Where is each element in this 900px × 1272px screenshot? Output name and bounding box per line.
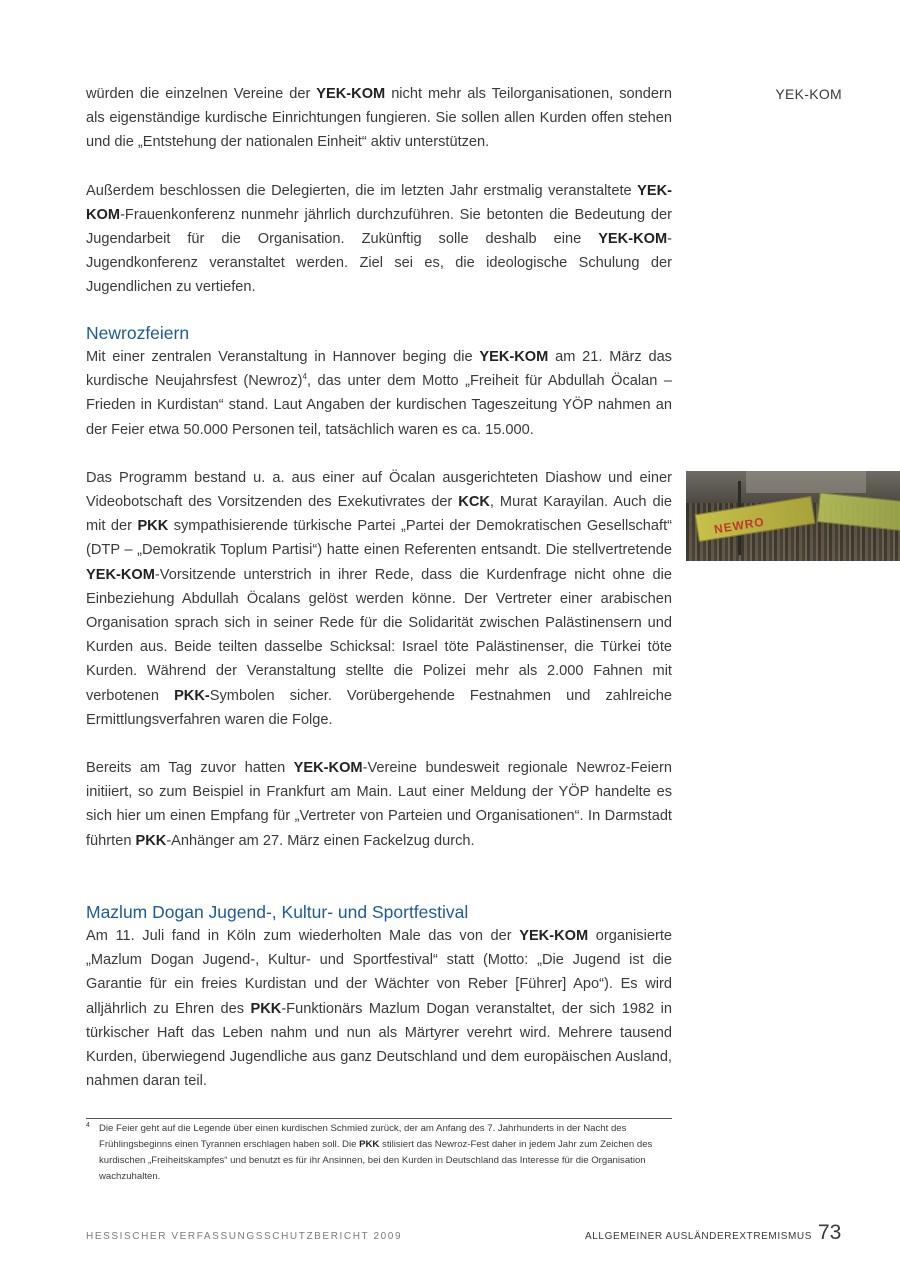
footer-chapter-title: ALLGEMEINER AUSLÄNDEREXTREMISMUS [585, 1231, 813, 1242]
footnote-divider [86, 1118, 672, 1119]
paragraph: NEWRO Das Programm bestand u. a. aus einer auf Öcalan ausgerichteten Diashow und einer Videobotschaft des Vorsitzenden des Exekutivrates der KCK, Murat Karayilan. Auch die mit der PKK sympathisierende türkische Partei „Partei der Demokratischen Gesellschaft“ (DTP – „Demokratik Toplum Partisi“) hatte einen Referenten entsandt. Die stellvertretende YEK-KOM-Vorsitzende unterstrich in ihrer Rede, dass die Kurdenfrage nicht ohne die Einbeziehung Abdullah Öcalans gelöst werden könne. Der Vertreter einer arabischen Organisation sprach sich in seiner Rede für die Solidarität zwischen Palästinensern und Kurden aus. Beide teilten dasselbe Schicksal: Israel töte Palästinenser, die Türkei töte Kurden. Während der Veranstaltung stellte die Polizei mehr als 2.000 Fahnen mit verbotenen PKK-Symbolen sicher. Vorübergehende Festnahmen und zahlreiche Ermittlungsverfahren waren die Folge. [86, 466, 672, 732]
paragraph: würden die einzelnen Vereine der YEK-KOM nicht mehr als Teilorganisationen, sondern als eigenständige kurdische Einrichtungen fungieren. Sie sollen allen Kurden offen stehen und die „Entstehung der nationalen Einheit“ aktiv unterstützen. [86, 86, 672, 151]
newroz-photo [686, 471, 900, 561]
page-number: 73 [818, 1221, 842, 1244]
section-intro [86, 82, 672, 300]
footnote: 4 Die Feier geht auf die Legende über einen kurdischen Schmied zurück, der am Anfang des 7. Jahrhunderts in der Nacht des Frühlingsbeginns einen Tyrannen erschlagen haben soll. Die PKK stilisiert das Newroz-Fest daher in jedem Jahr zum Zeichen des kurdischen „Freiheitskampfes“ und benutzt es für ihr Ansinnen, bei den Kurden in Deutschland das Interesse für die Organisation wachzuhalten. [86, 1121, 672, 1185]
section-newroz [86, 321, 766, 853]
footer-publication-title: HESSISCHER VERFASSUNGSSCHUTZBERICHT 2009 [86, 1231, 403, 1242]
margin-label: YEK-KOM [775, 86, 842, 102]
footnote-number: 4 [86, 1122, 90, 1129]
paragraph: Außerdem beschlossen die Delegierten, die im letzten Jahr erstmalig veranstaltete YEK-KOM-Frauenkonferenz nunmehr jährlich durchzuführen. Sie betonten die Bedeutung der Jugendarbeit für die Organisation. Zukünftig solle deshalb eine YEK-KOM-Jugendkonferenz veranstaltet werden. Ziel sei es, die ideologische Schulung der Jugendlichen zu vertiefen. [86, 182, 672, 296]
paragraph: Mit einer zentralen Veranstaltung in Hannover beging die YEK-KOM am 21. März das kurdische Neujahrsfest (Newroz)$^4$, das unter dem Motto „Freiheit für Abdullah Öcalan – Frieden in Kurdistan“ stand. Laut Angaben der kurdischen Tageszeitung YÖP nahmen an der Feier etwa 50.000 Personen teil, tatsächlich waren es ca. 15.000. [86, 349, 672, 438]
section-heading: Mazlum Dogan Jugend-, Kultur- und Sportfestival [86, 902, 469, 922]
footnote-ref: 4 [302, 372, 307, 382]
paragraph: Bereits am Tag zuvor hatten YEK-KOM-Vereine bundesweit regionale Newroz-Feiern initiiert, so zum Beispiel in Frankfurt am Main. Laut einer Meldung der YÖP handelte es sich hier um einen Empfang für „Vertreter von Parteien und Organisationen“. In Darmstadt führten PKK-Anhänger am 27. März einen Fackelzug durch. [86, 760, 672, 849]
section-heading: Newrozfeiern [86, 323, 190, 343]
section-festival [86, 900, 672, 1093]
paragraph: Am 11. Juli fand in Köln zum wiederholten Male das von der YEK-KOM organisierte „Mazlum Dogan Jugend-, Kultur- und Sportfestival“ statt (Motto: „Die Jugend ist die Garantie für ein freies Kurdistan und der Wächter von Reber [Führer] Apo“). Es wird alljährlich zu Ehren des PKK-Funktionärs Mazlum Dogan veranstaltet, der sich 1982 in türkischer Haft das Leben nahm und nun als Märtyrer verehrt wird. Mehrere tausend Kurden, überwiegend Jugendliche aus ganz Deutschland und dem europäischen Ausland, nahmen daran teil. [86, 928, 672, 1090]
photo-banner-text: NEWRO [713, 514, 766, 537]
